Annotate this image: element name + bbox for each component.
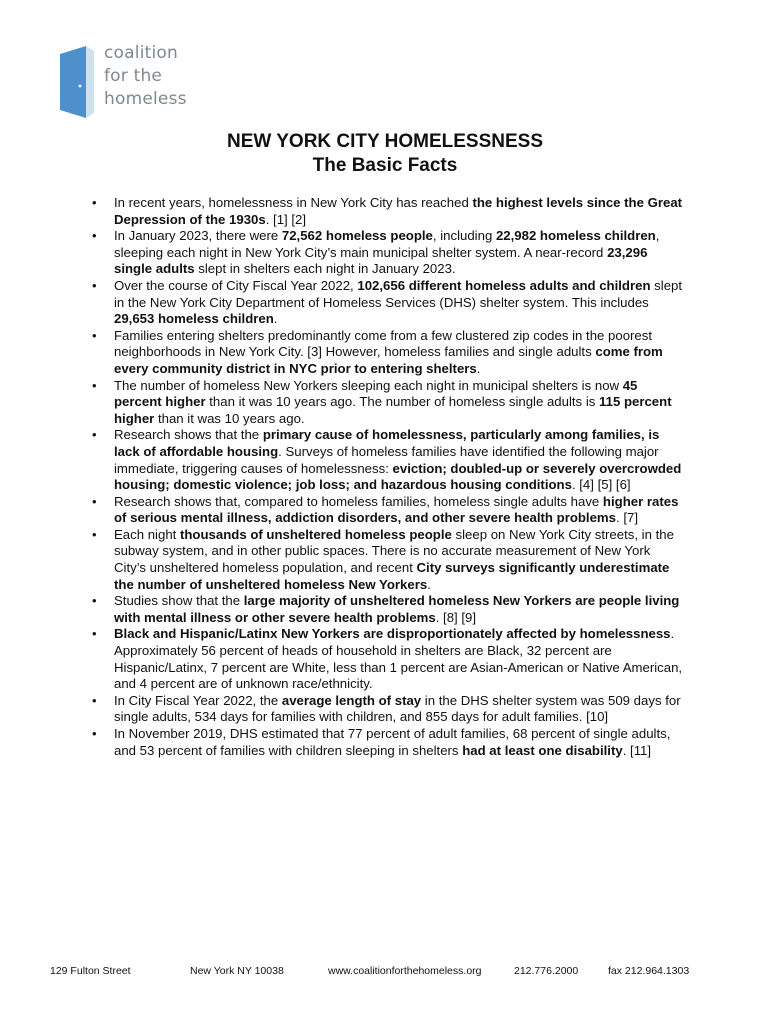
body-text: , sleeping each night in New York City’s main municipal shelter system. A near-record — [114, 228, 660, 260]
bullet-dot-icon: • — [92, 726, 97, 741]
bold-text: 102,656 different homeless adults and children — [357, 277, 651, 293]
bold-text: the highest levels since the Great Depression of the 1930s — [114, 195, 683, 227]
bullet-dot-icon: • — [92, 593, 97, 609]
bold-text: Black and Hispanic/Latinx New Yorkers are disproportionately affected by homelessness — [114, 626, 671, 642]
organization-logo — [60, 42, 190, 122]
bullet-dot-icon: • — [92, 327, 97, 343]
title-line-1: NEW YORK CITY HOMELESSNESS — [226, 131, 543, 152]
fact-bullet-item — [92, 593, 684, 626]
body-text: . [11] — [622, 742, 652, 758]
bold-text: large majority of unsheltered homeless New Yorkers are people living with mental illness or other severe health problems — [114, 593, 680, 625]
fact-bullet-item — [92, 277, 684, 328]
bullet-dot-icon: • — [92, 626, 97, 642]
fact-bullet-item — [92, 493, 684, 527]
bold-text: eviction; doubled-up or severely overcrowded housing; domestic violence; job loss; and hazardous housing conditions — [114, 460, 682, 493]
body-text: The number of homeless New Yorkers sleeping each night in municipal shelters is now — [114, 377, 623, 393]
fact-bullet-item — [92, 327, 684, 378]
body-text: slept in the New York City Department of Homeless Services (DHS) shelter system. This includes — [114, 277, 683, 310]
body-text: In January 2023, there were — [114, 228, 282, 244]
bullet-dot-icon: • — [92, 427, 97, 443]
bullet-dot-icon: • — [92, 493, 97, 509]
body-text: slept in shelters each night in January 2023. — [194, 261, 456, 277]
body-text: Each night — [114, 526, 180, 542]
door-logo-icon — [60, 46, 100, 118]
logo-line: coalition — [104, 43, 178, 63]
body-text: . [8] [9] — [435, 609, 477, 625]
footer-fax: fax 212.964.1303 — [608, 965, 690, 977]
body-text: Families entering shelters predominantly come from a few clustered zip codes in the poorest neighborhoods in New York City. [3] However, homeless families and single adults — [114, 327, 653, 360]
document-title — [0, 130, 770, 178]
bold-text: thousands of unsheltered homeless people — [179, 526, 452, 542]
body-text: . — [476, 360, 481, 376]
logo-line: for the — [104, 66, 163, 86]
body-text: . [7] — [616, 510, 638, 526]
fact-bullet-item — [92, 526, 684, 593]
bold-text: 115 percent higher — [114, 394, 672, 426]
body-text: , including — [432, 228, 496, 244]
bullet-dot-icon: • — [92, 195, 97, 210]
body-text: In recent years, homelessness in New York City has reached — [114, 195, 473, 210]
body-text: . Surveys of homeless families have identified the following major immediate, triggering causes of homelessness: — [114, 443, 659, 476]
bullet-dot-icon: • — [92, 526, 97, 542]
body-text: . Approximately 56 percent of heads of household in shelters are Black, 32 percent are Hispanic/Latinx, 7 percent are White, less than 1 percent are Asian-American or Native American, and 4 percent are of unknown race/ethnicity. — [114, 626, 683, 692]
bullet-dot-icon: • — [92, 228, 97, 244]
body-text: In City Fiscal Year 2022, the — [114, 692, 282, 708]
body-text: . — [273, 311, 278, 327]
fact-bullet-item — [92, 427, 684, 493]
body-text: Over the course of City Fiscal Year 2022, — [114, 277, 358, 293]
body-text: In November 2019, DHS estimated that 77 percent of adult families, 68 percent of single adults, and 53 percent of families with children sleeping in shelters — [114, 726, 671, 758]
bullet-dot-icon: • — [92, 277, 97, 293]
bullet-dot-icon: • — [92, 692, 97, 708]
fact-bullet-item — [92, 228, 684, 278]
bold-text: City surveys significantly underestimate the number of unsheltered homeless New Yorkers — [114, 560, 670, 592]
logo-line: homeless — [104, 89, 187, 109]
footer-website[interactable]: www.coalitionforthehomeless.org — [328, 965, 482, 977]
bullet-dot-icon: • — [92, 377, 97, 393]
bold-text: 22,982 homeless children — [495, 228, 656, 244]
body-text: in the DHS shelter system was 509 days for single adults, 534 days for families with children, and 855 days for adult families. [10] — [114, 692, 681, 725]
footer — [0, 965, 770, 981]
bold-text: higher rates of serious mental illness, addiction disorders, and other severe health problems — [114, 493, 679, 526]
footer-address: 129 Fulton Street — [50, 965, 131, 977]
bold-text: had at least one disability — [462, 742, 623, 758]
body-text: sleep on New York City streets, in the subway system, and in other public spaces. There is no accurate measurement of New York City’s unsheltered homeless population, and recent — [114, 526, 674, 576]
body-text: Research shows that, compared to homeless families, homeless single adults have — [114, 493, 603, 509]
body-text: . [1] [2] — [265, 211, 307, 227]
logo-wordmark — [104, 42, 187, 111]
title-line-2: The Basic Facts — [312, 155, 458, 176]
fact-bullet-item — [92, 195, 684, 228]
fact-bullet-item — [92, 692, 684, 726]
body-text: than it was 10 years ago. The number of homeless single adults is — [205, 394, 600, 410]
bold-text: primary cause of homelessness, particularly among families, is lack of affordable housing — [114, 427, 660, 459]
body-text: than it was 10 years ago. — [154, 410, 305, 426]
bold-text: 72,562 homeless people — [281, 228, 433, 244]
bold-text: come from every community district in NYC prior to entering shelters — [114, 344, 663, 376]
bold-text: 29,653 homeless children — [114, 311, 274, 327]
bold-text: 45 percent higher — [114, 377, 638, 410]
footer-city: New York NY 10038 — [190, 965, 284, 977]
body-text: . [4] [5] [6] — [571, 477, 631, 493]
body-text: Studies show that the — [114, 593, 244, 609]
fact-bullet-item — [92, 626, 684, 692]
fact-bullet-item — [92, 377, 684, 428]
bold-text: 23,296 single adults — [114, 244, 648, 277]
footer-phone: 212.776.2000 — [514, 965, 579, 977]
body-text: . — [427, 576, 431, 592]
bold-text: average length of stay — [281, 692, 422, 708]
fact-bullet-item — [92, 726, 684, 759]
facts-list — [92, 195, 684, 759]
body-text: Research shows that the — [114, 427, 263, 443]
